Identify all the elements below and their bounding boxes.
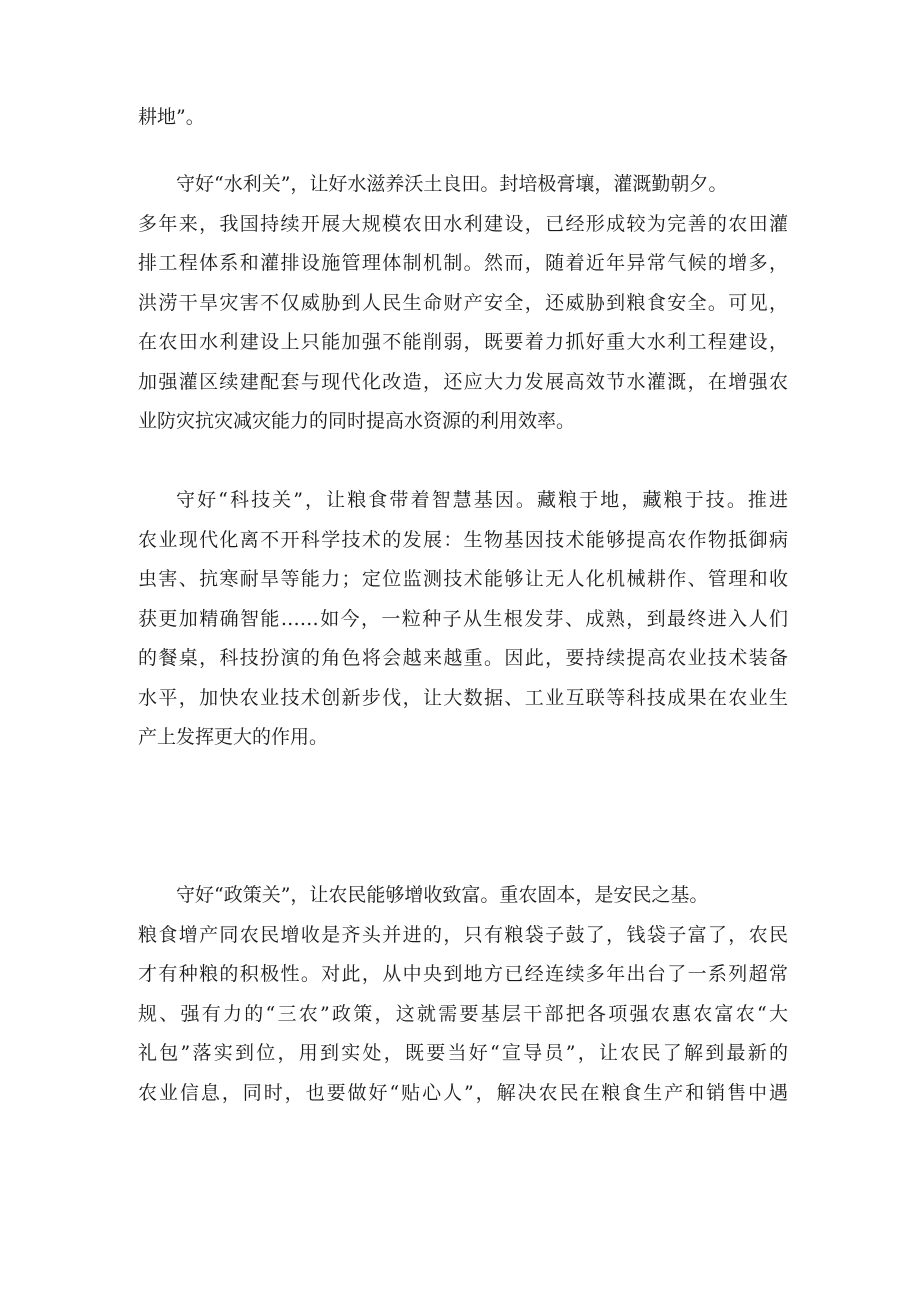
- text-line: 业防灾抗灾减灾能力的同时提高水资源的利用效率。: [138, 410, 576, 432]
- text-line: 洪涝干旱灾害不仅威胁到人民生命财产安全，还威胁到粮食安全。可见，: [138, 291, 788, 314]
- text-line: 粮食增产同农民增收是齐头并进的，只有粮袋子鼓了，钱袋子富了，农民: [138, 923, 788, 946]
- text-line: 规、强有力的“三农”政策，这就需要基层干部把各项强农惠农富农“大: [138, 1002, 788, 1025]
- text-line: 多年来，我国持续开展大规模农田水利建设，已经形成较为完善的农田灌: [138, 212, 788, 235]
- text-line: 农业现代化离不开科学技术的发展：生物基因技术能够提高农作物抵御病: [138, 528, 788, 551]
- text-line: 的餐桌，科技扮演的角色将会越来越重。因此，要持续提高农业技术装备: [138, 647, 788, 669]
- text-line: 礼包”落实到位，用到实处，既要当好“宣导员”，让农民了解到最新的: [138, 1042, 788, 1064]
- text-line: 守好“水利关”，让好水滋养沃土良田。封培极膏壤，灌溉勤朝夕。: [176, 173, 728, 195]
- text-line: 排工程体系和灌排设施管理体制机制。然而，随着近年异常气候的增多，: [138, 252, 788, 274]
- text-line: 耕地”。: [138, 106, 205, 128]
- paragraph-continuation: [138, 98, 788, 138]
- text-line: 加强灌区续建配套与现代化改造，还应大力发展高效节水灌溉，在增强农: [138, 370, 788, 393]
- text-line: 获更加精确智能……如今，一粒种子从生根发芽、成熟，到最终进入人们: [138, 607, 788, 630]
- paragraph-technology: [138, 481, 788, 758]
- text-line: 守好“科技关”，让粮食带着智慧基因。藏粮于地，藏粮于技。推进: [176, 489, 788, 511]
- paragraph-policy: [138, 876, 788, 1113]
- text-line: 守好“政策关”，让农民能够增收致富。重农固本，是安民之基。: [176, 884, 709, 906]
- text-line: 产上发挥更大的作用。: [138, 726, 329, 748]
- text-line: 农业信息，同时，也要做好“贴心人”，解决农民在粮食生产和销售中遇: [138, 1081, 788, 1104]
- text-line: 才有种粮的积极性。对此，从中央到地方已经连续多年出台了一系列超常: [138, 963, 788, 985]
- text-line: 在农田水利建设上只能加强不能削弱，既要着力抓好重大水利工程建设，: [138, 331, 788, 353]
- paragraph-water-conservancy: [138, 165, 788, 442]
- text-line: 水平，加快农业技术创新步伐，让大数据、工业互联等科技成果在农业生: [138, 686, 788, 709]
- text-line: 虫害、抗寒耐旱等能力；定位监测技术能够让无人化机械耕作、管理和收: [138, 568, 788, 590]
